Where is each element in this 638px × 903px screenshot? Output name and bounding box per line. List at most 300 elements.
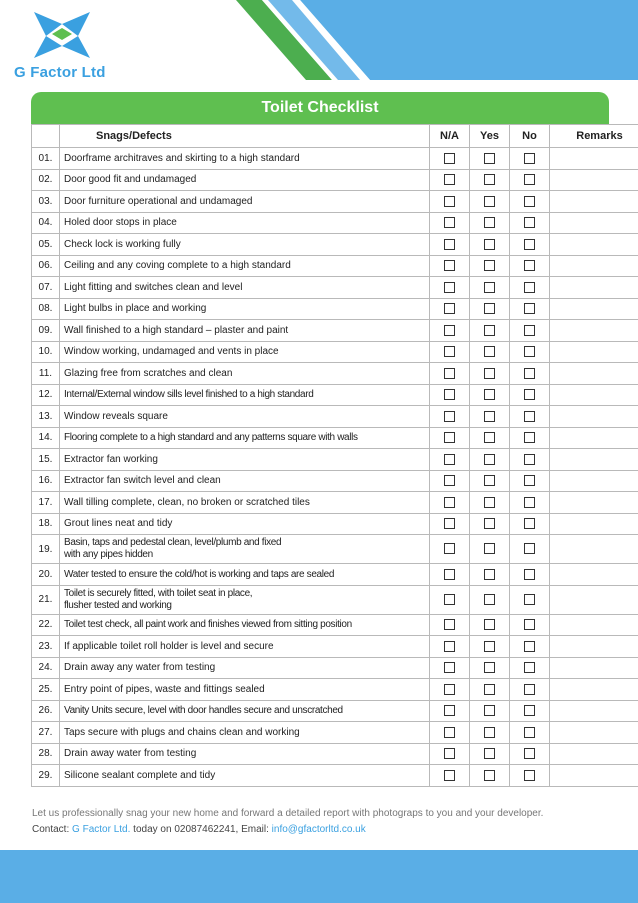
- checkbox-no[interactable]: [524, 705, 535, 716]
- checkbox-no[interactable]: [524, 389, 535, 400]
- checkbox-na[interactable]: [444, 684, 455, 695]
- contact-company: G Factor Ltd.: [72, 824, 131, 835]
- row-number: 24.: [32, 657, 60, 679]
- checkbox-na[interactable]: [444, 389, 455, 400]
- cell-na: [430, 298, 470, 320]
- checkbox-na[interactable]: [444, 518, 455, 529]
- checkbox-yes[interactable]: [484, 153, 495, 164]
- checkbox-na[interactable]: [444, 325, 455, 336]
- cell-na: [430, 636, 470, 658]
- checkbox-no[interactable]: [524, 497, 535, 508]
- table-row: [32, 341, 638, 363]
- row-number: 07.: [32, 277, 60, 299]
- table-row: [32, 614, 638, 636]
- remarks-cell[interactable]: [550, 700, 638, 722]
- checkbox-no[interactable]: [524, 217, 535, 228]
- checkbox-no[interactable]: [524, 662, 535, 673]
- row-description: Toilet test check, all paint work and finishes viewed from sitting position: [60, 614, 430, 636]
- cell-no: [510, 743, 550, 765]
- checkbox-na[interactable]: [444, 346, 455, 357]
- row-number: 17.: [32, 492, 60, 514]
- checkbox-na[interactable]: [444, 153, 455, 164]
- checkbox-no[interactable]: [524, 619, 535, 630]
- table-row: [32, 320, 638, 342]
- cell-no: [510, 492, 550, 514]
- table-row: [32, 743, 638, 765]
- checkbox-no[interactable]: [524, 432, 535, 443]
- cell-no: [510, 585, 550, 614]
- checkbox-yes[interactable]: [484, 174, 495, 185]
- checkbox-yes[interactable]: [484, 475, 495, 486]
- checkbox-yes[interactable]: [484, 497, 495, 508]
- remarks-cell[interactable]: [550, 492, 638, 514]
- checkbox-na[interactable]: [444, 282, 455, 293]
- remarks-cell[interactable]: [550, 212, 638, 234]
- header-na: N/A: [430, 125, 470, 148]
- row-number: 29.: [32, 765, 60, 787]
- row-number: 01.: [32, 148, 60, 170]
- cell-no: [510, 679, 550, 701]
- row-description: Grout lines neat and tidy: [60, 513, 430, 535]
- checkbox-yes[interactable]: [484, 454, 495, 465]
- checkbox-no[interactable]: [524, 454, 535, 465]
- cell-yes: [470, 234, 510, 256]
- checkbox-na[interactable]: [444, 594, 455, 605]
- checkbox-na[interactable]: [444, 497, 455, 508]
- logo-star-icon: [22, 10, 102, 62]
- checkbox-na[interactable]: [444, 303, 455, 314]
- checkbox-no[interactable]: [524, 368, 535, 379]
- row-number: 28.: [32, 743, 60, 765]
- checkbox-yes[interactable]: [484, 770, 495, 781]
- table-row: [32, 722, 638, 744]
- checkbox-na[interactable]: [444, 411, 455, 422]
- table-row: [32, 657, 638, 679]
- cell-yes: [470, 341, 510, 363]
- cell-no: [510, 341, 550, 363]
- remarks-cell[interactable]: [550, 614, 638, 636]
- table-row: [32, 564, 638, 586]
- checkbox-yes[interactable]: [484, 260, 495, 271]
- row-description: Internal/External window sills level finished to a high standard: [60, 384, 430, 406]
- row-description: Entry point of pipes, waste and fittings sealed: [60, 679, 430, 701]
- row-description: Door furniture operational and undamaged: [60, 191, 430, 213]
- checkbox-no[interactable]: [524, 196, 535, 207]
- checkbox-na[interactable]: [444, 748, 455, 759]
- company-name: G Factor Ltd: [14, 64, 106, 81]
- row-description: Wall tilling complete, clean, no broken or scratched tiles: [60, 492, 430, 514]
- checkbox-no[interactable]: [524, 518, 535, 529]
- cell-yes: [470, 148, 510, 170]
- remarks-cell[interactable]: [550, 277, 638, 299]
- checkbox-yes[interactable]: [484, 282, 495, 293]
- cell-na: [430, 564, 470, 586]
- cell-na: [430, 212, 470, 234]
- checkbox-na[interactable]: [444, 619, 455, 630]
- footer-note: Let us professionally snag your new home and forward a detailed report with photograps to you and your developer.: [32, 808, 544, 819]
- checkbox-na[interactable]: [444, 260, 455, 271]
- cell-yes: [470, 363, 510, 385]
- table-header-row: [32, 125, 638, 148]
- contact-phone[interactable]: 02087462241: [174, 824, 236, 835]
- row-number: 03.: [32, 191, 60, 213]
- contact-prefix: Contact:: [32, 824, 70, 835]
- cell-no: [510, 320, 550, 342]
- table-row: [32, 492, 638, 514]
- table-row: [32, 212, 638, 234]
- row-description: Extractor fan working: [60, 449, 430, 471]
- checkbox-na[interactable]: [444, 641, 455, 652]
- footer-contact: Contact: G Factor Ltd. today on 02087462241, Email: info@gfactorltd.co.uk: [32, 824, 366, 835]
- cell-yes: [470, 298, 510, 320]
- cell-yes: [470, 255, 510, 277]
- contact-mid: today on: [133, 824, 172, 835]
- row-description: Glazing free from scratches and clean: [60, 363, 430, 385]
- remarks-cell[interactable]: [550, 722, 638, 744]
- checklist-rows: [32, 148, 638, 787]
- checkbox-na[interactable]: [444, 727, 455, 738]
- cell-yes: [470, 657, 510, 679]
- cell-na: [430, 277, 470, 299]
- remarks-cell[interactable]: [550, 513, 638, 535]
- cell-na: [430, 148, 470, 170]
- checkbox-yes[interactable]: [484, 543, 495, 554]
- row-description: Light bulbs in place and working: [60, 298, 430, 320]
- remarks-cell[interactable]: [550, 320, 638, 342]
- checkbox-yes[interactable]: [484, 727, 495, 738]
- table-row: [32, 679, 638, 701]
- row-description: Taps secure with plugs and chains clean and working: [60, 722, 430, 744]
- table-row: [32, 234, 638, 256]
- cell-yes: [470, 169, 510, 191]
- checkbox-na[interactable]: [444, 662, 455, 673]
- checkbox-no[interactable]: [524, 684, 535, 695]
- row-description: Flooring complete to a high standard and any patterns square with walls: [60, 427, 430, 449]
- cell-no: [510, 636, 550, 658]
- cell-no: [510, 191, 550, 213]
- cell-yes: [470, 427, 510, 449]
- checkbox-no[interactable]: [524, 260, 535, 271]
- cell-yes: [470, 700, 510, 722]
- cell-na: [430, 384, 470, 406]
- row-number: 06.: [32, 255, 60, 277]
- cell-na: [430, 406, 470, 428]
- row-description: Silicone sealant complete and tidy: [60, 765, 430, 787]
- remarks-cell[interactable]: [550, 255, 638, 277]
- checkbox-no[interactable]: [524, 569, 535, 580]
- remarks-cell[interactable]: [550, 234, 638, 256]
- table-row: [32, 513, 638, 535]
- row-number: 20.: [32, 564, 60, 586]
- row-number: 22.: [32, 614, 60, 636]
- checkbox-yes[interactable]: [484, 325, 495, 336]
- cell-no: [510, 449, 550, 471]
- remarks-cell[interactable]: [550, 765, 638, 787]
- table-row: [32, 298, 638, 320]
- cell-no: [510, 765, 550, 787]
- header-no: No: [510, 125, 550, 148]
- cell-yes: [470, 535, 510, 564]
- row-description: Check lock is working fully: [60, 234, 430, 256]
- checklist-table: [31, 124, 638, 787]
- cell-na: [430, 363, 470, 385]
- remarks-cell[interactable]: [550, 743, 638, 765]
- remarks-cell[interactable]: [550, 427, 638, 449]
- header-number: [32, 125, 60, 148]
- row-number: 13.: [32, 406, 60, 428]
- checkbox-na[interactable]: [444, 239, 455, 250]
- checkbox-yes[interactable]: [484, 518, 495, 529]
- cell-na: [430, 657, 470, 679]
- cell-yes: [470, 191, 510, 213]
- checkbox-yes[interactable]: [484, 217, 495, 228]
- row-description: Window reveals square: [60, 406, 430, 428]
- table-row: [32, 384, 638, 406]
- row-description: Water tested to ensure the cold/hot is working and taps are sealed: [60, 564, 430, 586]
- remarks-cell[interactable]: [550, 298, 638, 320]
- cell-no: [510, 212, 550, 234]
- cell-na: [430, 470, 470, 492]
- cell-yes: [470, 406, 510, 428]
- cell-na: [430, 191, 470, 213]
- row-description: Light fitting and switches clean and level: [60, 277, 430, 299]
- checkbox-no[interactable]: [524, 770, 535, 781]
- row-number: 16.: [32, 470, 60, 492]
- cell-na: [430, 320, 470, 342]
- checkbox-no[interactable]: [524, 303, 535, 314]
- cell-yes: [470, 564, 510, 586]
- row-description: Basin, taps and pedestal clean, level/plumb and fixed with any pipes hidden: [60, 535, 430, 564]
- cell-yes: [470, 614, 510, 636]
- cell-no: [510, 657, 550, 679]
- cell-yes: [470, 513, 510, 535]
- remarks-cell[interactable]: [550, 406, 638, 428]
- cell-no: [510, 384, 550, 406]
- remarks-cell[interactable]: [550, 564, 638, 586]
- cell-yes: [470, 320, 510, 342]
- checkbox-yes[interactable]: [484, 303, 495, 314]
- cell-na: [430, 700, 470, 722]
- cell-na: [430, 449, 470, 471]
- table-row: [32, 191, 638, 213]
- remarks-cell[interactable]: [550, 636, 638, 658]
- checkbox-na[interactable]: [444, 705, 455, 716]
- checkbox-no[interactable]: [524, 174, 535, 185]
- row-number: 25.: [32, 679, 60, 701]
- checkbox-yes[interactable]: [484, 389, 495, 400]
- checkbox-yes[interactable]: [484, 619, 495, 630]
- checkbox-no[interactable]: [524, 325, 535, 336]
- row-description: Window working, undamaged and vents in place: [60, 341, 430, 363]
- checkbox-yes[interactable]: [484, 346, 495, 357]
- row-description: Drain away water from testing: [60, 743, 430, 765]
- cell-na: [430, 679, 470, 701]
- remarks-cell[interactable]: [550, 384, 638, 406]
- cell-na: [430, 492, 470, 514]
- row-description: Drain away any water from testing: [60, 657, 430, 679]
- checkbox-no[interactable]: [524, 411, 535, 422]
- row-number: 18.: [32, 513, 60, 535]
- remarks-cell[interactable]: [550, 535, 638, 564]
- row-number: 15.: [32, 449, 60, 471]
- row-description: Door good fit and undamaged: [60, 169, 430, 191]
- cell-no: [510, 406, 550, 428]
- row-number: 21.: [32, 585, 60, 614]
- cell-na: [430, 255, 470, 277]
- cell-no: [510, 298, 550, 320]
- row-number: 19.: [32, 535, 60, 564]
- checkbox-na[interactable]: [444, 368, 455, 379]
- checklist: [31, 92, 623, 787]
- checkbox-yes[interactable]: [484, 196, 495, 207]
- row-description: Wall finished to a high standard – plaster and paint: [60, 320, 430, 342]
- cell-yes: [470, 449, 510, 471]
- cell-yes: [470, 277, 510, 299]
- footer-band: [0, 850, 638, 903]
- cell-no: [510, 427, 550, 449]
- row-number: 02.: [32, 169, 60, 191]
- remarks-cell[interactable]: [550, 470, 638, 492]
- row-number: 11.: [32, 363, 60, 385]
- table-row: [32, 765, 638, 787]
- remarks-cell[interactable]: [550, 449, 638, 471]
- cell-na: [430, 765, 470, 787]
- table-row: [32, 700, 638, 722]
- checkbox-yes[interactable]: [484, 641, 495, 652]
- cell-yes: [470, 492, 510, 514]
- cell-yes: [470, 384, 510, 406]
- cell-na: [430, 743, 470, 765]
- row-description: Holed door stops in place: [60, 212, 430, 234]
- cell-no: [510, 564, 550, 586]
- row-number: 08.: [32, 298, 60, 320]
- table-row: [32, 255, 638, 277]
- table-row: [32, 427, 638, 449]
- checkbox-yes[interactable]: [484, 705, 495, 716]
- table-row: [32, 277, 638, 299]
- checkbox-yes[interactable]: [484, 684, 495, 695]
- row-description: Doorframe architraves and skirting to a high standard: [60, 148, 430, 170]
- remarks-cell[interactable]: [550, 169, 638, 191]
- table-row: [32, 636, 638, 658]
- checkbox-no[interactable]: [524, 594, 535, 605]
- checkbox-na[interactable]: [444, 454, 455, 465]
- header-remarks: Remarks: [550, 125, 638, 148]
- checkbox-yes[interactable]: [484, 594, 495, 605]
- cell-no: [510, 470, 550, 492]
- row-number: 05.: [32, 234, 60, 256]
- checkbox-yes[interactable]: [484, 411, 495, 422]
- row-description: Toilet is securely fitted, with toilet seat in place, flusher tested and working: [60, 585, 430, 614]
- row-description: Ceiling and any coving complete to a high standard: [60, 255, 430, 277]
- cell-no: [510, 535, 550, 564]
- row-number: 14.: [32, 427, 60, 449]
- checkbox-no[interactable]: [524, 641, 535, 652]
- table-row: [32, 363, 638, 385]
- cell-yes: [470, 743, 510, 765]
- row-description: Extractor fan switch level and clean: [60, 470, 430, 492]
- checkbox-yes[interactable]: [484, 748, 495, 759]
- cell-yes: [470, 722, 510, 744]
- checkbox-yes[interactable]: [484, 368, 495, 379]
- remarks-cell[interactable]: [550, 679, 638, 701]
- cell-na: [430, 341, 470, 363]
- row-description: If applicable toilet roll holder is level and secure: [60, 636, 430, 658]
- table-row: [32, 406, 638, 428]
- checkbox-na[interactable]: [444, 217, 455, 228]
- checkbox-yes[interactable]: [484, 662, 495, 673]
- remarks-cell[interactable]: [550, 585, 638, 614]
- cell-yes: [470, 765, 510, 787]
- cell-yes: [470, 636, 510, 658]
- checkbox-yes[interactable]: [484, 569, 495, 580]
- remarks-cell[interactable]: [550, 341, 638, 363]
- row-description: Vanity Units secure, level with door handles secure and unscratched: [60, 700, 430, 722]
- table-row: [32, 535, 638, 564]
- checkbox-no[interactable]: [524, 346, 535, 357]
- checkbox-no[interactable]: [524, 475, 535, 486]
- cell-yes: [470, 470, 510, 492]
- row-number: 12.: [32, 384, 60, 406]
- table-row: [32, 585, 638, 614]
- checkbox-na[interactable]: [444, 432, 455, 443]
- cell-na: [430, 614, 470, 636]
- checkbox-no[interactable]: [524, 282, 535, 293]
- checkbox-na[interactable]: [444, 770, 455, 781]
- checkbox-no[interactable]: [524, 239, 535, 250]
- checkbox-yes[interactable]: [484, 239, 495, 250]
- row-number: 26.: [32, 700, 60, 722]
- checkbox-na[interactable]: [444, 543, 455, 554]
- cell-na: [430, 513, 470, 535]
- cell-yes: [470, 212, 510, 234]
- cell-no: [510, 513, 550, 535]
- header-yes: Yes: [470, 125, 510, 148]
- header-snags-defects: Snags/Defects: [60, 125, 430, 148]
- remarks-cell[interactable]: [550, 191, 638, 213]
- checkbox-no[interactable]: [524, 153, 535, 164]
- cell-na: [430, 585, 470, 614]
- checkbox-no[interactable]: [524, 748, 535, 759]
- checkbox-na[interactable]: [444, 174, 455, 185]
- cell-no: [510, 169, 550, 191]
- table-row: [32, 169, 638, 191]
- contact-email-link[interactable]: info@gfactorltd.co.uk: [271, 824, 366, 835]
- checkbox-na[interactable]: [444, 196, 455, 207]
- table-row: [32, 148, 638, 170]
- checkbox-no[interactable]: [524, 727, 535, 738]
- row-number: 09.: [32, 320, 60, 342]
- remarks-cell[interactable]: [550, 657, 638, 679]
- checkbox-na[interactable]: [444, 569, 455, 580]
- checklist-title: Toilet Checklist: [31, 92, 609, 124]
- cell-no: [510, 363, 550, 385]
- cell-na: [430, 427, 470, 449]
- checkbox-yes[interactable]: [484, 432, 495, 443]
- table-row: [32, 449, 638, 471]
- cell-yes: [470, 679, 510, 701]
- cell-na: [430, 535, 470, 564]
- checkbox-no[interactable]: [524, 543, 535, 554]
- remarks-cell[interactable]: [550, 363, 638, 385]
- cell-no: [510, 255, 550, 277]
- cell-na: [430, 169, 470, 191]
- checkbox-na[interactable]: [444, 475, 455, 486]
- remarks-cell[interactable]: [550, 148, 638, 170]
- cell-na: [430, 234, 470, 256]
- cell-na: [430, 722, 470, 744]
- cell-no: [510, 277, 550, 299]
